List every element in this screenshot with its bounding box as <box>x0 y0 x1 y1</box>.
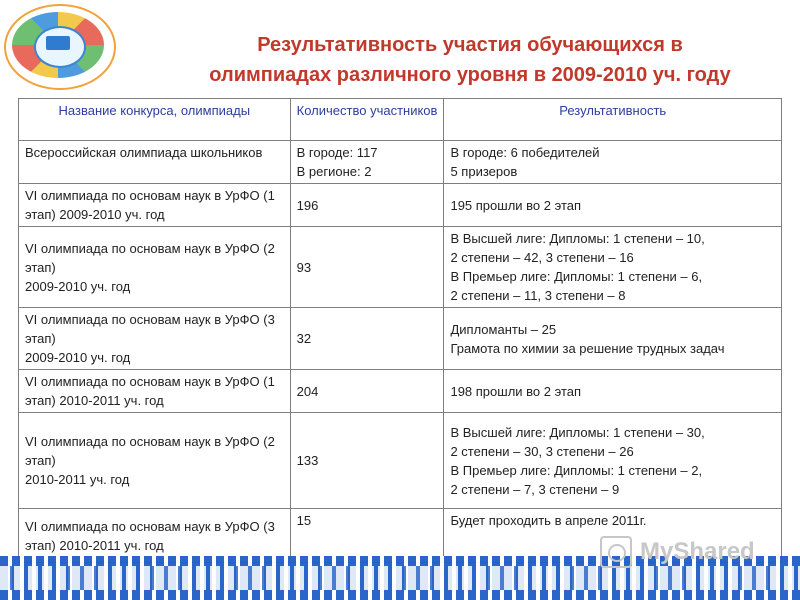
book-icon <box>46 36 70 50</box>
watermark <box>600 532 790 572</box>
myshared-icon <box>600 536 632 568</box>
table-header-row <box>19 99 782 141</box>
cell-name: VI олимпиада по основам наук в УрФО (2 этап) 2009-2010 уч. год <box>19 227 291 308</box>
page-title-line2: олимпиадах различного уровня в 2009-2010 уч. году <box>209 64 731 86</box>
table-row <box>19 184 782 227</box>
cell-name: VI олимпиада по основам наук в УрФО (3 этап) 2010-2011 уч. год <box>19 509 291 563</box>
cell-result: В Высшей лиге: Дипломы: 1 степени – 30, 2 степени – 30, 3 степени – 26 В Премьер лиге: Дипломы: 1 степени – 2, 2 степени – 7, 3 степени – 9 <box>444 413 782 509</box>
watermark-text: MyShared <box>640 538 755 565</box>
cell-count: 93 <box>290 227 444 308</box>
table-row <box>19 413 782 509</box>
page-title <box>150 30 790 90</box>
school-logo <box>4 4 116 90</box>
cell-count: В городе: 117 В регионе: 2 <box>290 141 444 184</box>
cell-name: VI олимпиада по основам наук в УрФО (1 этап) 2010-2011 уч. год <box>19 370 291 413</box>
cell-count: 204 <box>290 370 444 413</box>
cell-name: Всероссийская олимпиада школьников <box>19 141 291 184</box>
cell-result: В городе: 6 победителей 5 призеров <box>444 141 782 184</box>
table-row <box>19 227 782 308</box>
cell-name: VI олимпиада по основам наук в УрФО (1 этап) 2009-2010 уч. год <box>19 184 291 227</box>
column-header-count: Количество участников <box>290 99 444 141</box>
page-title-line1: Результативность участия обучающихся в <box>257 34 683 56</box>
cell-result: Будет проходить в апреле 2011г. <box>444 509 782 563</box>
cell-name: VI олимпиада по основам наук в УрФО (2 этап) 2010-2011 уч. год <box>19 413 291 509</box>
cell-result: Дипломанты – 25 Грамота по химии за решение трудных задач <box>444 308 782 370</box>
table-row <box>19 141 782 184</box>
cell-count: 133 <box>290 413 444 509</box>
cell-count: 15 <box>290 509 444 563</box>
cell-result: 195 прошли во 2 этап <box>444 184 782 227</box>
column-header-name: Название конкурса, олимпиады <box>19 99 291 141</box>
column-header-result: Результативность <box>444 99 782 141</box>
cell-result: 198 прошли во 2 этап <box>444 370 782 413</box>
cell-name: VI олимпиада по основам наук в УрФО (3 этап) 2009-2010 уч. год <box>19 308 291 370</box>
table-row <box>19 370 782 413</box>
cell-result: В Высшей лиге: Дипломы: 1 степени – 10, 2 степени – 42, 3 степени – 16 В Премьер лиге: Дипломы: 1 степени – 6, 2 степени – 11, 3 степени – 8 <box>444 227 782 308</box>
results-table <box>18 98 782 563</box>
cell-count: 32 <box>290 308 444 370</box>
cell-count: 196 <box>290 184 444 227</box>
table-row <box>19 308 782 370</box>
